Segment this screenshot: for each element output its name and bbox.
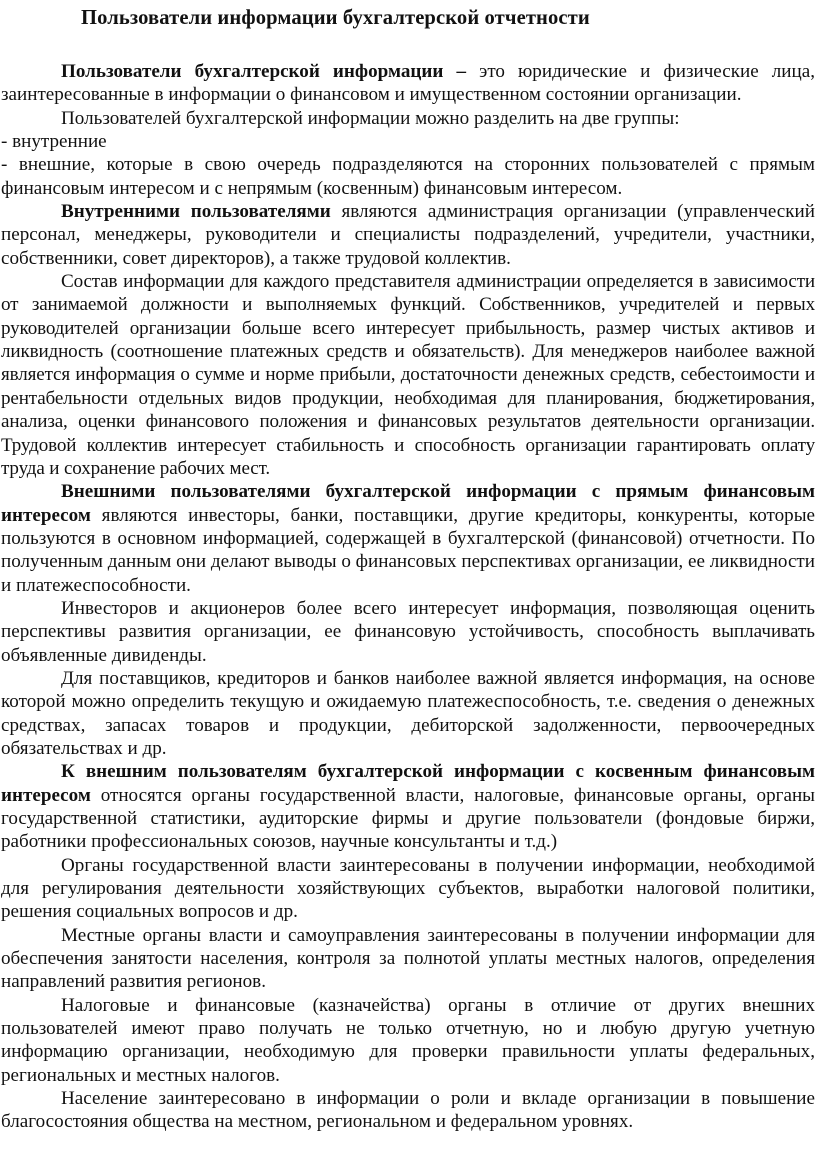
- paragraph-definition: [1, 60, 815, 107]
- paragraph-definition-lead: Пользователи бухгалтерской информации –: [61, 61, 467, 82]
- paragraph-investors: Инвесторов и акционеров более всего интересует информация, позволяющая оценить перспективы развития организации, ее финансовую устойчивость, способность выплачивать объявленные дивиденды.: [1, 597, 815, 666]
- paragraph-state-bodies: Органы государственной власти заинтересованы в получении информации, необходимой для регулирования деятельности хозяйствующих субъектов, выработки налоговой политики, решения социальных вопросов и др.: [1, 854, 815, 923]
- paragraph-suppliers: Для поставщиков, кредиторов и банков наиболее важной является информация, на основе которой можно определить текущую и ожидаемую платежеспособность, т.е. сведения о денежных средствах, запасах товаров и продукции, дебиторской задолженности, первоочередных обязательствах и др.: [1, 667, 815, 759]
- paragraph-external-direct-text: являются инвесторы, банки, поставщики, другие кредиторы, конкуренты, которые пользуются в основном информацией, содержащей в бухгалтерской (финансовой) отчетности. По полученным данным они делают выводы о финансовых перспективах организации, ее ликвидности и платежеспособности.: [1, 504, 815, 596]
- page-title: Пользователи информации бухгалтерской отчетности: [81, 7, 590, 29]
- paragraph-internal-users: [1, 200, 815, 270]
- paragraph-external-indirect-text: относятся органы государственной власти, налоговые, финансовые органы, органы государственной статистики, аудиторские фирмы и другие пользователи (фондовые биржи, работники профессиональных союзов, научные консультанты и т.д.): [1, 784, 815, 853]
- paragraph-external-direct: [1, 480, 815, 597]
- title-spacer: [1, 30, 815, 60]
- paragraph-definition-text: это юридические и физические лица, заинтересованные в информации о финансовом и имущественном состоянии организации.: [1, 61, 815, 106]
- paragraph-population: Население заинтересовано в информации о роли и вкладе организации в повышение благосостояния общества на местном, региональном и федеральном уровнях.: [1, 1088, 815, 1133]
- paragraph-groups-intro: Пользователей бухгалтерской информации можно разделить на две группы:: [61, 107, 680, 129]
- paragraph-external-indirect-lead: К внешним пользователям бухгалтерской информации с косвенным финансовым интересом: [1, 761, 815, 806]
- paragraph-external-indirect: [1, 760, 815, 853]
- paragraph-internal-users-lead: Внутренними пользователями: [61, 201, 331, 223]
- paragraph-administration-info: Состав информации для каждого представителя администрации определяется в зависимости от занимаемой должности и выполняемых функций. Собственников, учредителей и первых руководителей организации больше всего интересует прибыльность, размер чистых активов и ликвидность (соотношение платежных средств и обязательств). Для менеджеров наиболее важной является информация о сумме и норме прибыли, достаточности денежных средств, себестоимости и рентабельности отдельных видов продукции, необходимая для планирования, бюджетирования, анализа, оценки финансового положения и финансовых результатов деятельности организации. Трудовой коллектив интересует стабильность и способность организации гарантировать оплату труда и сохранение рабочих мест.: [1, 271, 815, 479]
- paragraph-internal-users-text: являются администрация организации (управленческий персонал, менеджеры, руководители и специалисты подразделений, учредители, участники, собственники, совет директоров), а также трудовой коллектив.: [1, 201, 815, 269]
- paragraph-tax-bodies: Налоговые и финансовые (казначейства) органы в отличие от других внешних пользователей имеют право получать не только отчетную, но и любую другую учетную информацию организации, необходимую для проверки правильности уплаты федеральных, региональных и местных налогов.: [1, 994, 815, 1086]
- paragraph-local-authorities: Местные органы власти и самоуправления заинтересованы в получении информации для обеспечения занятости населения, контроля за полнотой уплаты местных налогов, определения направлений развития регионов.: [1, 924, 815, 993]
- list-item-external: - внешние, которые в свою очередь подразделяются на сторонних пользователей с прямым финансовым интересом и с непрямым (косвенным) финансовым интересом.: [1, 154, 815, 199]
- paragraph-external-direct-lead: Внешними пользователями бухгалтерской информации с прямым финансовым интересом: [1, 481, 815, 526]
- list-item-internal: - внутренние: [1, 131, 107, 153]
